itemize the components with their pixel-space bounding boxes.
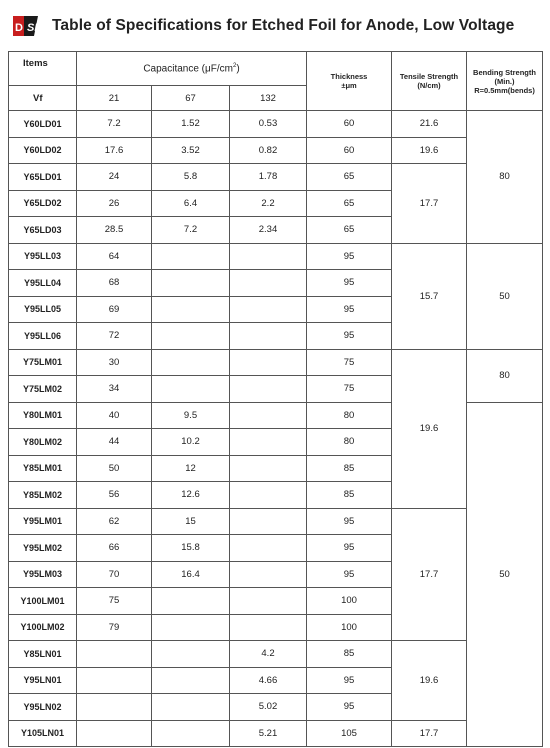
capacitance-21-cell: 64 [77,243,152,270]
tensile-strength-cell: 15.7 [392,243,467,349]
capacitance-132-cell [230,482,307,509]
capacitance-132-cell: 5.02 [230,694,307,721]
capacitance-67-cell [152,323,230,350]
capacitance-21-cell: 7.2 [77,111,152,138]
capacitance-132-cell [230,296,307,323]
capacitance-132-cell [230,614,307,641]
capacitance-21-cell: 17.6 [77,137,152,164]
capacitance-67-cell [152,614,230,641]
capacitance-21-cell: 44 [77,429,152,456]
capacitance-21-cell: 79 [77,614,152,641]
item-cell: Y65LD01 [9,164,77,191]
items-header: Items [9,52,77,86]
capacitance-67-cell [152,270,230,297]
capacitance-132-cell [230,270,307,297]
table-row [9,508,543,535]
thickness-cell: 95 [307,667,392,694]
svg-text:SI: SI [27,22,38,34]
capacitance-21-cell [77,720,152,747]
table-row [9,641,543,668]
thickness-cell: 80 [307,429,392,456]
bending-strength-cell: 80 [467,349,543,402]
capacitance-132-cell [230,455,307,482]
table-row [9,243,543,270]
item-cell: Y85LN01 [9,641,77,668]
capacitance-67-cell: 12.6 [152,482,230,509]
thickness-cell: 60 [307,137,392,164]
thickness-cell: 95 [307,296,392,323]
item-cell: Y95LL04 [9,270,77,297]
tensile-strength-cell: 17.7 [392,508,467,641]
item-cell: Y95LN02 [9,694,77,721]
capacitance-21-cell: 66 [77,535,152,562]
item-cell: Y95LN01 [9,667,77,694]
thickness-cell: 85 [307,455,392,482]
capacitance-132-cell [230,561,307,588]
header-row [9,52,543,86]
capacitance-132-cell [230,376,307,403]
bending-strength-cell: 50 [467,402,543,747]
capacitance-132-cell: 5.21 [230,720,307,747]
capacitance-132-cell [230,243,307,270]
vf-label: Vf [9,86,77,111]
capacitance-132-cell: 2.2 [230,190,307,217]
capacitance-21-cell [77,641,152,668]
capacitance-21-cell [77,667,152,694]
capacitance-21-cell: 75 [77,588,152,615]
capacitance-21-cell: 50 [77,455,152,482]
capacitance-132-cell: 0.82 [230,137,307,164]
thickness-cell: 60 [307,111,392,138]
capacitance-67-cell: 15 [152,508,230,535]
item-cell: Y95LL05 [9,296,77,323]
capacitance-67-cell [152,376,230,403]
capacitance-67-cell: 6.4 [152,190,230,217]
capacitance-132-cell [230,349,307,376]
thickness-cell: 85 [307,641,392,668]
vf-value: 21 [77,86,152,111]
thickness-cell: 100 [307,614,392,641]
item-cell: Y80LM01 [9,402,77,429]
thickness-cell: 95 [307,561,392,588]
capacitance-21-cell: 28.5 [77,217,152,244]
tensile-strength-cell: 17.7 [392,164,467,244]
tensile-strength-cell: 19.6 [392,641,467,721]
table-row [9,720,543,747]
capacitance-67-cell [152,641,230,668]
bending-strength-cell: 50 [467,243,543,349]
capacitance-67-cell [152,296,230,323]
thickness-cell: 65 [307,190,392,217]
capacitance-67-cell: 1.52 [152,111,230,138]
item-cell: Y95LM01 [9,508,77,535]
item-cell: Y95LL06 [9,323,77,350]
tensile-header: Tensile Strength (N/cm) [392,52,467,111]
thickness-cell: 65 [307,164,392,191]
thickness-cell: 85 [307,482,392,509]
capacitance-21-cell: 34 [77,376,152,403]
capacitance-67-cell [152,720,230,747]
capacitance-67-cell [152,694,230,721]
thickness-cell: 75 [307,349,392,376]
item-cell: Y85LM02 [9,482,77,509]
capacitance-21-cell: 56 [77,482,152,509]
thickness-cell: 95 [307,535,392,562]
capacitance-132-cell: 0.53 [230,111,307,138]
svg-text:D: D [15,22,23,34]
thickness-header: Thickness ±μm [307,52,392,111]
capacitance-21-cell: 68 [77,270,152,297]
thickness-cell: 95 [307,694,392,721]
capacitance-21-cell [77,694,152,721]
bending-strength-cell: 80 [467,111,543,244]
thickness-cell: 80 [307,402,392,429]
thickness-cell: 95 [307,508,392,535]
capacitance-132-cell: 4.2 [230,641,307,668]
capacitance-132-cell [230,535,307,562]
capacitance-132-cell: 4.66 [230,667,307,694]
capacitance-21-cell: 62 [77,508,152,535]
capacitance-132-cell [230,323,307,350]
vf-value: 132 [230,86,307,111]
item-cell: Y80LM02 [9,429,77,456]
vf-value: 67 [152,86,230,111]
capacitance-21-cell: 30 [77,349,152,376]
tensile-strength-cell: 17.7 [392,720,467,747]
dsi-logo [12,15,42,37]
capacitance-67-cell: 5.8 [152,164,230,191]
capacitance-21-cell: 26 [77,190,152,217]
bending-header: Bending Strength (Min.) R=0.5mm(bends) [467,52,543,111]
thickness-cell: 75 [307,376,392,403]
item-cell: Y100LM02 [9,614,77,641]
capacitance-132-cell: 1.78 [230,164,307,191]
specification-table [8,51,543,747]
capacitance-132-cell [230,588,307,615]
item-cell: Y75LM02 [9,376,77,403]
capacitance-67-cell: 10.2 [152,429,230,456]
item-cell: Y95LM03 [9,561,77,588]
thickness-cell: 100 [307,588,392,615]
item-cell: Y60LD01 [9,111,77,138]
capacitance-67-cell [152,667,230,694]
item-cell: Y100LM01 [9,588,77,615]
table-row [9,349,543,376]
item-cell: Y95LM02 [9,535,77,562]
table-row [9,137,543,164]
thickness-cell: 95 [307,270,392,297]
tensile-strength-cell: 19.6 [392,349,467,508]
item-cell: Y105LN01 [9,720,77,747]
table-row [9,164,543,191]
capacitance-21-cell: 69 [77,296,152,323]
capacitance-67-cell: 15.8 [152,535,230,562]
thickness-cell: 95 [307,243,392,270]
capacitance-67-cell: 12 [152,455,230,482]
capacitance-21-cell: 24 [77,164,152,191]
item-cell: Y95LL03 [9,243,77,270]
item-cell: Y65LD02 [9,190,77,217]
thickness-cell: 105 [307,720,392,747]
tensile-strength-cell: 21.6 [392,111,467,138]
capacitance-67-cell: 9.5 [152,402,230,429]
capacitance-67-cell: 3.52 [152,137,230,164]
capacitance-67-cell: 7.2 [152,217,230,244]
thickness-cell: 65 [307,217,392,244]
capacitance-67-cell: 16.4 [152,561,230,588]
capacitance-67-cell [152,588,230,615]
tensile-strength-cell: 19.6 [392,137,467,164]
capacitance-132-cell: 2.34 [230,217,307,244]
capacitance-132-cell [230,508,307,535]
page-title: Table of Specifications for Etched Foil for Anode, Low Voltage [52,17,515,34]
capacitance-132-cell [230,429,307,456]
page-header [10,8,545,44]
capacitance-67-cell [152,349,230,376]
thickness-cell: 95 [307,323,392,350]
capacitance-21-cell: 40 [77,402,152,429]
capacitance-67-cell [152,243,230,270]
capacitance-132-cell [230,402,307,429]
item-cell: Y60LD02 [9,137,77,164]
table-row [9,111,543,138]
item-cell: Y65LD03 [9,217,77,244]
capacitance-21-cell: 72 [77,323,152,350]
item-cell: Y85LM01 [9,455,77,482]
item-cell: Y75LM01 [9,349,77,376]
capacitance-header: Capacitance $(\mu F/cm^2)$ [77,52,307,86]
capacitance-21-cell: 70 [77,561,152,588]
